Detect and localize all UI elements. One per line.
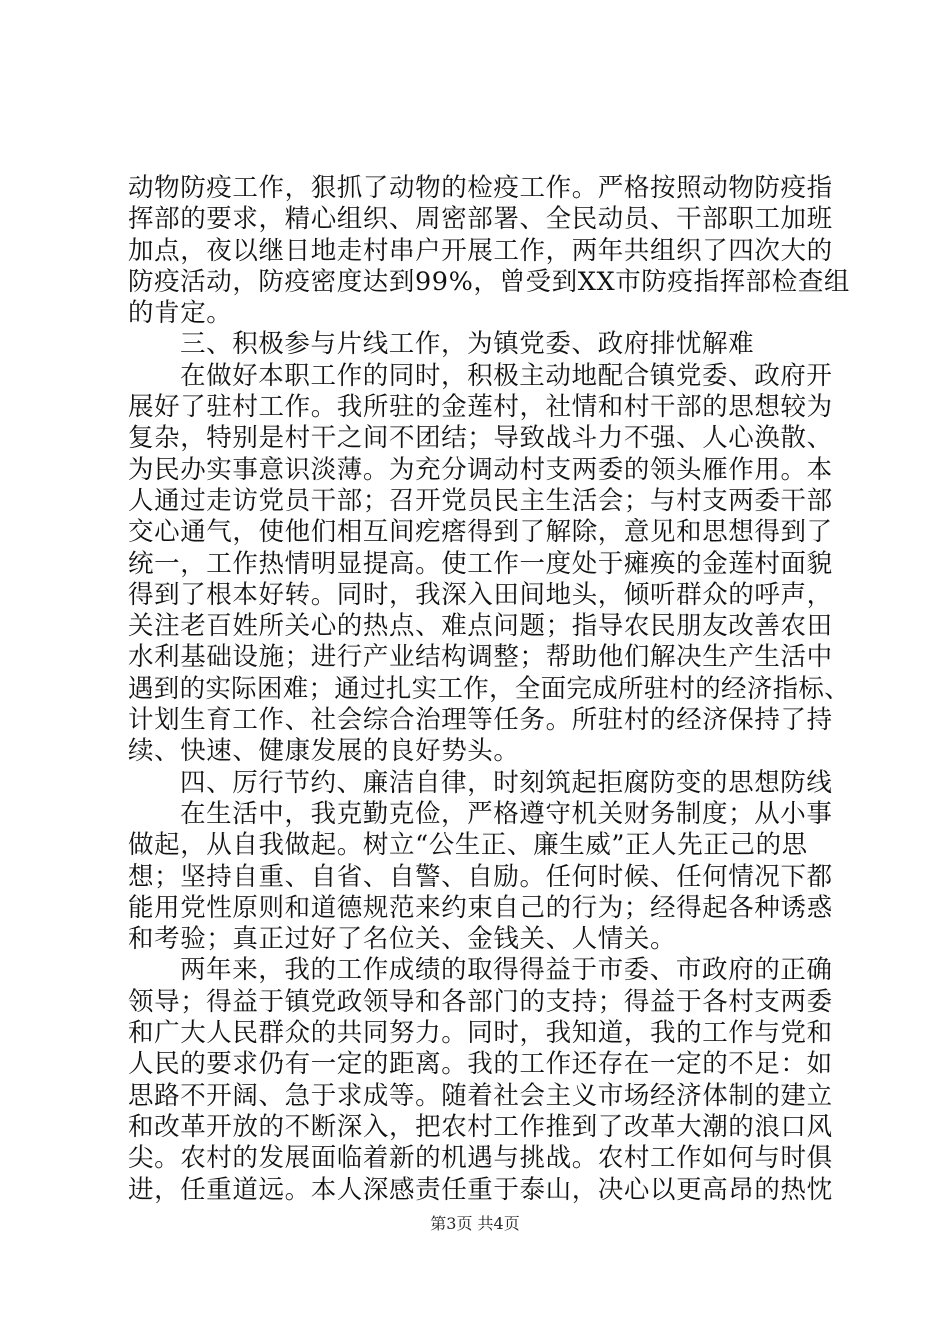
- text-line: 的肯定。: [128, 298, 233, 329]
- text-line: 交心通气，使他们相互间疙瘩得到了解除，意见和思想得到了: [128, 517, 833, 548]
- text-line: 和广大人民群众的共同努力。同时，我知道，我的工作与党和: [128, 1018, 833, 1049]
- text-line: 两年来，我的工作成绩的取得得益于市委、市政府的正确: [180, 955, 833, 986]
- text-line: 在生活中，我克勤克俭，严格遵守机关财务制度；从小事: [180, 798, 833, 829]
- page-footer: 第3页 共4页: [430, 1214, 520, 1233]
- text-line: 展好了驻村工作。我所驻的金莲村，社情和村干部的思想较为: [128, 392, 833, 423]
- text-line: 挥部的要求，精心组织、周密部署、全民动员、干部职工加班: [128, 204, 833, 235]
- text-line: 领导；得益于镇党政领导和各部门的支持；得益于各村支两委: [128, 986, 833, 1017]
- text-line: 尖。农村的发展面临着新的机遇与挑战。农村工作如何与时俱: [128, 1143, 833, 1174]
- text-line: 遇到的实际困难；通过扎实工作，全面完成所驻村的经济指标、: [128, 673, 850, 704]
- text-line: 四、厉行节约、廉洁自律，时刻筑起拒腐防变的思想防线: [180, 767, 833, 798]
- text-line: 关注老百姓所关心的热点、难点问题；指导农民朋友改善农田: [128, 611, 833, 642]
- text-line: 做起，从自我做起。树立“公生正、廉生威”正人先正己的思: [128, 830, 808, 861]
- text-line: 统一，工作热情明显提高。使工作一度处于瘫痪的金莲村面貌: [128, 548, 833, 579]
- text-line: 想；坚持自重、自省、自警、自励。任何时候、任何情况下都: [128, 861, 833, 892]
- text-line: 三、积极参与片线工作，为镇党委、政府排忧解难: [180, 329, 755, 360]
- text-line: 续、快速、健康发展的良好势头。: [128, 736, 520, 767]
- text-line: 防疫活动，防疫密度达到99%，曾受到XX市防疫指挥部检查组: [128, 266, 850, 297]
- text-line: 水利基础设施；进行产业结构调整；帮助他们解决生产生活中: [128, 642, 833, 673]
- text-line: 得到了根本好转。同时，我深入田间地头，倾听群众的呼声，: [128, 579, 833, 610]
- text-line: 人通过走访党员干部；召开党员民主生活会；与村支两委干部: [128, 485, 833, 516]
- text-line: 和考验；真正过好了名位关、金钱关、人情关。: [128, 924, 677, 955]
- text-line: 进，任重道远。本人深感责任重于泰山，决心以更高昂的热忱: [128, 1174, 833, 1205]
- text-line: 在做好本职工作的同时，积极主动地配合镇党委、政府开: [180, 360, 833, 391]
- text-line: 和改革开放的不断深入，把农村工作推到了改革大潮的浪口风: [128, 1111, 833, 1142]
- text-line: 思路不开阔、急于求成等。随着社会主义市场经济体制的建立: [128, 1080, 833, 1111]
- text-line: 加点，夜以继日地走村串户开展工作，两年共组织了四次大的: [128, 235, 833, 266]
- text-line: 为民办实事意识淡薄。为充分调动村支两委的领头雁作用。本: [128, 454, 833, 485]
- text-line: 动物防疫工作，狠抓了动物的检疫工作。严格按照动物防疫指: [128, 173, 833, 203]
- text-line: 能用党性原则和道德规范来约束自己的行为；经得起各种诱惑: [128, 892, 833, 923]
- text-line: 计划生育工作、社会综合治理等任务。所驻村的经济保持了持: [128, 705, 833, 736]
- body-text: [128, 173, 848, 1206]
- text-line: 复杂，特别是村干之间不团结；导致战斗力不强、人心涣散、: [128, 423, 833, 454]
- text-line: 人民的要求仍有一定的距离。我的工作还存在一定的不足：如: [128, 1049, 833, 1080]
